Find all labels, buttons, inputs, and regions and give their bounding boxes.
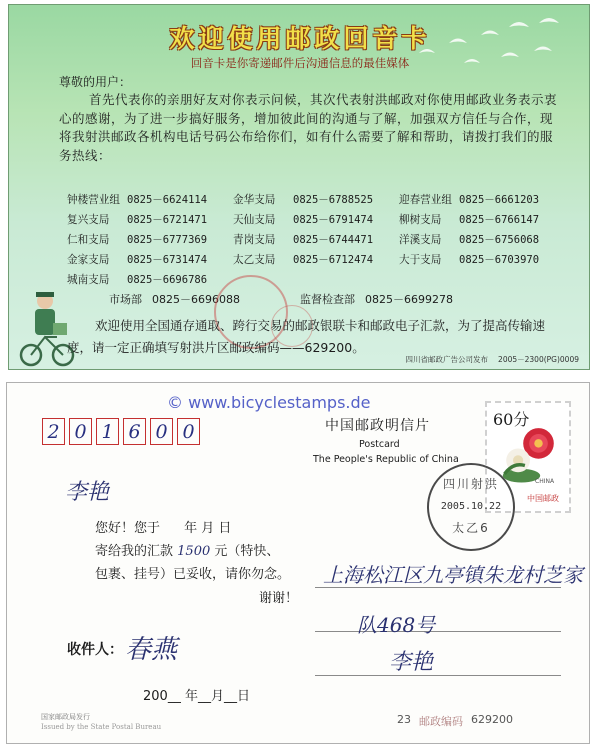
hotline-office: 天仙支局 <box>233 213 276 226</box>
zip-digit: 1 <box>96 418 119 445</box>
zip-digit: 0 <box>69 418 92 445</box>
hotline-cell <box>399 212 565 227</box>
address-name: 李艳 <box>389 650 434 675</box>
hotline-office: 金家支局 <box>67 253 110 266</box>
hotline-number: 0825－6712474 <box>293 253 374 266</box>
front-credit <box>406 354 579 365</box>
stamp-country: CHINA <box>535 478 555 485</box>
postmark <box>427 463 515 551</box>
hotline-row <box>67 249 567 269</box>
greeting: 尊敬的用户： <box>59 75 132 89</box>
hotline-cell <box>67 192 233 207</box>
hotline-office: 柳树支局 <box>399 213 442 226</box>
card-title: 中国邮政明信片 <box>325 418 430 434</box>
address-line1: 上海松江区九亭镇朱龙村芝家 <box>323 563 583 587</box>
postmark-office: 太乙6 <box>452 521 490 535</box>
hotline-table <box>67 189 567 289</box>
hotline-number: 0825－6777369 <box>127 233 208 246</box>
zip-digit: 2 <box>42 418 65 445</box>
date-line: 200__ 年__月__日 <box>143 689 250 704</box>
hotline-office: 洋溪支局 <box>399 233 442 246</box>
hotline-cell <box>233 232 399 247</box>
front-title: 欢迎使用邮政回音卡 <box>169 24 431 53</box>
receipt-text <box>95 517 290 586</box>
hotline-row <box>67 269 567 289</box>
receipt-line2b: 元（特快、 <box>214 544 280 559</box>
market-number: 0825－6696088 <box>152 293 240 306</box>
zip-label: 邮政编码 <box>419 715 463 728</box>
issuer-text: 国家邮政局发行 <box>41 713 90 721</box>
postmark-location: 四川射洪 <box>442 477 499 491</box>
address-line2: 队468号 <box>357 613 436 637</box>
hotline-office: 城南支局 <box>67 273 110 286</box>
hotline-office: 金华支局 <box>233 193 276 206</box>
supervision-number: 0825－6699278 <box>364 293 453 306</box>
hotline-cell <box>399 192 565 207</box>
hotline-office: 复兴支局 <box>67 213 110 226</box>
zip-number-small: 23 <box>397 713 411 726</box>
receipt-line3: 包裹、挂号）已妥收，请你勿念。 <box>95 567 291 582</box>
hotline-number: 0825－6731474 <box>127 253 208 266</box>
zip-footer <box>397 713 513 729</box>
hotline-number: 0825－6766147 <box>459 213 540 226</box>
watermark: © www.bicyclestamps.de <box>167 393 371 412</box>
hotline-number: 0825－6788525 <box>293 193 374 206</box>
card-subtitle-postcard: Postcard <box>359 439 400 450</box>
closing-paragraph: 欢迎使用全国通存通取、跨行交易的邮政银联卡和邮政电子汇款，为了提高传输速度，请一定正确填写射洪片区邮政编码——629200。 <box>67 318 546 355</box>
stamp-value: 60分 <box>493 410 530 429</box>
hotline-number: 0825－6624114 <box>127 193 208 206</box>
hotline-cell <box>233 212 399 227</box>
hotline-number: 0825－6756068 <box>459 233 540 246</box>
hotline-office: 钟楼营业组 <box>67 193 120 206</box>
hotline-cell <box>67 232 233 247</box>
recipient-signature: 春燕 <box>125 635 178 665</box>
card-subtitle-prc: The People's Republic of China <box>313 454 459 465</box>
hotline-number: 0825－6661203 <box>459 193 540 206</box>
hotline-cell <box>399 232 565 247</box>
back-card <box>6 382 590 744</box>
hotline-row <box>67 189 567 209</box>
postmark-date: 2005.10.22 <box>440 501 502 512</box>
hotline-number: 0825－6721471 <box>127 213 208 226</box>
zip-digit: 6 <box>123 418 146 445</box>
hotline-cell <box>233 192 399 207</box>
zip-value: 629200 <box>471 713 513 726</box>
hotline-cell <box>399 252 565 267</box>
issuer-english-text: Issued by the State Postal Bureau <box>41 723 162 731</box>
hotline-office: 青岗支局 <box>233 233 276 246</box>
thanks-text: 谢谢！ <box>259 591 299 606</box>
credit-code: 2005－2300(PG)0009 <box>498 355 579 364</box>
remittance-amount: 1500 <box>177 544 211 559</box>
hotline-office: 迎春营业组 <box>399 193 452 206</box>
zip-digit: 0 <box>177 418 200 445</box>
hotline-cell <box>67 252 233 267</box>
receipt-line1a: 您好！您于 <box>95 521 161 536</box>
supervision-label: 监督检查部 <box>299 293 355 306</box>
hotline-office: 太乙支局 <box>233 253 276 266</box>
recipient-label: 收件人： <box>67 642 123 658</box>
market-label: 市场部 <box>109 293 142 306</box>
hotline-row <box>67 229 567 249</box>
zip-digit: 0 <box>150 418 173 445</box>
front-card <box>8 4 590 370</box>
receipt-line1b: 年 月 日 <box>184 521 232 536</box>
hotline-number: 0825－6703970 <box>459 253 540 266</box>
hotline-number: 0825－6696786 <box>127 273 208 286</box>
stamp-post-label: 中国邮政 <box>527 494 559 503</box>
address-line <box>315 631 561 632</box>
hotline-row <box>67 209 567 229</box>
hotline-office: 仁和支局 <box>67 233 110 246</box>
sender-handwritten-name: 李艳 <box>65 480 110 505</box>
hotline-cell <box>233 252 399 267</box>
hotline-number: 0825－6744471 <box>293 233 374 246</box>
front-subtitle: 回音卡是你寄递邮件后沟通信息的最佳媒体 <box>190 56 410 70</box>
hotline-cell <box>67 272 233 287</box>
hotline-office: 大于支局 <box>399 253 442 266</box>
intro-paragraph: 首先代表你的亲朋好友对你表示问候，其次代表射洪邮政对你使用邮政业务表示衷心的感谢，为了进一步搞好服务，增加彼此间的沟通与了解，加强双方信任与合作，现将我射洪邮政各机构电话号码公布给你们，如有什么需要了解和帮助，请拨打我们的服务热线： <box>59 92 558 163</box>
hotline-cell <box>67 212 233 227</box>
address-line <box>315 675 561 676</box>
credit-publisher: 四川省邮政广告公司发布 <box>405 355 489 364</box>
zip-code-boxes <box>42 418 204 445</box>
hotline-number: 0825－6791474 <box>293 213 374 226</box>
receipt-line2a: 寄给我的汇款 <box>95 544 174 559</box>
